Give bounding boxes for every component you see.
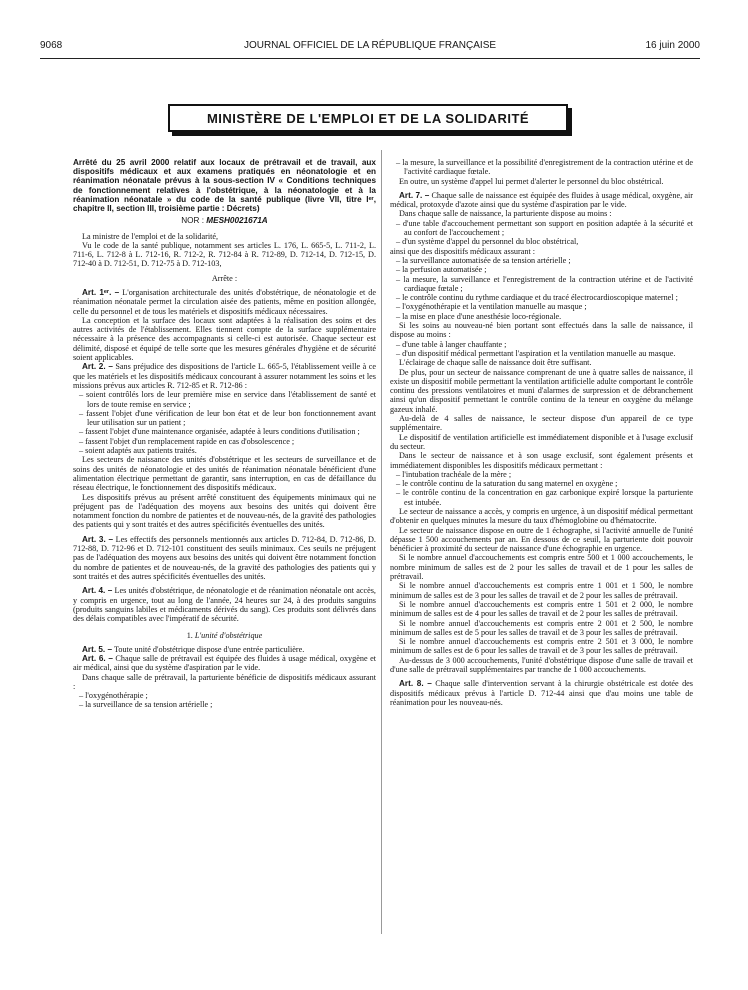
list-item: – fassent l'objet d'une vérification de leur bon état et de leur bon fonctionnement avant leur utilisation sur un patient ; [79, 408, 376, 428]
article-2 [73, 362, 376, 390]
article-8-label: Art. 8. – [399, 679, 432, 689]
left-column [73, 158, 376, 710]
article-1-label: Art. 1ᵉʳ. – [82, 288, 120, 297]
arrete-line: Arrête : [211, 273, 238, 283]
call-system-paragraph: En outre, un système d'appel lui permet d'alerter le personnel du bloc obstétrical. [399, 176, 664, 186]
article-7-label: Art. 7. – [399, 190, 430, 200]
list-item: – la mesure, la surveillance et la possibilité d'enregistrement de la contraction utérine et de l'activité cardiaque fœtale. [396, 158, 693, 177]
article-6-list [73, 691, 376, 710]
article-1 [73, 288, 376, 316]
article-1-text: L'organisation architecturale des unités d'obstétrique, de néonatologie et de réanimation néonatale permet la circulation aisée des patients, même en position allongée, celle du personnel et de tous les matériels et dispositifs médicaux nécessaires. [73, 288, 376, 316]
right-column [390, 158, 693, 707]
article-4-label: Art. 4. – [82, 586, 113, 596]
article-2-paragraph: Les secteurs de naissance des unités d'obstétrique et les secteurs de surveillance et de soins des unités de néonatologie et des unités de réanimation néonatale bénéficient d'une alimentation électrique permettant de garantir, sans interruption, en cas de défaillance du réseau électrique, le fonctionnement des dispositifs médicaux. [73, 455, 376, 493]
article-4 [73, 586, 376, 623]
article-2-label: Art. 2. – [82, 362, 113, 372]
list-item: – la mesure, la surveillance et l'enregistrement de la contraction utérine et de l'activité cardiaque fœtale ; [396, 274, 693, 293]
article-6-label: Art. 6. – [82, 653, 113, 663]
list-item: – l'oxygénothérapie ; [79, 691, 148, 701]
continued-list [390, 158, 693, 177]
list-item: – la perfusion automatisée ; [396, 265, 487, 275]
list-item: – fassent l'objet d'une maintenance organisée, adaptée à leurs conditions d'utilisation ; [79, 427, 360, 437]
section-heading [73, 631, 376, 640]
page-number: 9068 [40, 40, 63, 51]
section-title: L'unité d'obstétrique [194, 631, 263, 641]
list-item: – la surveillance de sa tension artérielle ; [79, 700, 213, 710]
article-6 [73, 654, 376, 673]
article-7-paragraph: Si le nombre annuel d'accouchements est compris entre 1 501 et 2 000, le nombre minimum de salles est de 4 pour les salles de travail et de 2 pour les salles de prétravail. [390, 599, 693, 619]
article-1-paragraph: La conception et la surface des locaux sont adaptées à la réalisation des soins et des autres activités de l'établissement. Elles tiennent compte de la surface supplémentaire nécessaire à la présence des accompagnants si celle-ci est autorisée. Chaque secteur est délimité, disposé et équipé de telle sorte que les mesures générales d'hygiène et de sécurité soient applicables. [73, 315, 376, 363]
article-7-paragraph: De plus, pour un secteur de naissance comprenant de une à quatre salles de naissance, il existe un dispositif mobile permettant la ventilation artificielle adulte comportant le contrôle continu des pressions ventilatoires et muni d'alarmes de surpression et de débranchement ainsi qu'un dispositif permettant le contrôle continu de la teneur en oxygène du mélange gazeux inhalé. [390, 367, 693, 414]
article-7-list-1 [390, 219, 693, 247]
journal-title: JOURNAL OFFICIEL DE LA RÉPUBLIQUE FRANÇAISE [243, 40, 497, 51]
ministry-heading [168, 104, 568, 132]
list-item: – le contrôle continu de la saturation du sang maternel en oxygène ; [396, 479, 618, 489]
article-7-text: Chaque salle de naissance est équipée des fluides à usage médical, oxygène, air médical, protoxyde d'azote ainsi que du système d'aspiration par le vide. [390, 190, 693, 210]
article-8 [390, 679, 693, 707]
article-7-list-3 [390, 340, 693, 359]
article-3 [73, 535, 376, 581]
article-7-paragraph: Si le nombre annuel d'accouchements est compris entre 1 001 et 1 500, le nombre minimum de salles est de 3 pour les salles de travail et de 2 pour les salles de prétravail. [390, 581, 693, 600]
list-item: – d'un dispositif médical permettant l'aspiration et la ventilation manuelle au masque. [396, 348, 676, 358]
article-7-paragraph: Dans chaque salle de naissance, la parturiente dispose au moins : [399, 209, 612, 219]
article-7-paragraph: Dans le secteur de naissance et à son usage exclusif, sont également présents et immédiatement disponibles les dispositifs médicaux permettant : [390, 451, 693, 470]
list-item: – l'intubation trachéale de la mère ; [396, 469, 512, 479]
list-item: – fassent l'objet d'un remplacement rapide en cas d'obsolescence ; [79, 436, 295, 446]
article-2-paragraph: Les dispositifs prévus au présent arrêté constituent des équipements minimaux qui ne préjugent pas de l'adéquation des moyens aux besoins des unités qui doivent être notamment fonction du nombre de patientes et de nouveau-nés, de la gravité des pathologies des patients qui y sont traités et des autres spécificités éventuelles des unités. [73, 492, 376, 530]
article-2-list [73, 390, 376, 455]
article-5 [73, 645, 376, 654]
header-rule [40, 58, 700, 59]
article-5-text: Toute unité d'obstétrique dispose d'une entrée particulière. [112, 644, 305, 654]
nor-code: MESH0021671A [206, 216, 268, 226]
article-3-text: Les effectifs des personnels mentionnés aux articles D. 712-84, D. 712-86, D. 712-88, D. 712-96 et D. 712-101 constituent des seuils minimaux. Ces seuils ne préjugent pas de l'adéquation des moyens aux besoins des unités qui doivent être notamment fonction du nombre de patientes et de nouveau-nés, de la gravité des pathologies des patients qui y sont traités et des autres spécificités éventuelles des unités. [73, 534, 376, 581]
column-divider [381, 150, 382, 934]
page-header [40, 40, 700, 54]
ministry-title: MINISTÈRE DE L'EMPLOI ET DE LA SOLIDARITÉ [206, 110, 530, 126]
article-7-paragraph: ainsi que des dispositifs médicaux assurant : [390, 246, 536, 256]
list-item: – d'une table à langer chauffante ; [396, 339, 507, 349]
list-item: – la mise en place d'une anesthésie loco-régionale. [396, 311, 562, 321]
list-item: – soient contrôlés lors de leur première mise en service dans l'établissement de santé et lors de toute remise en service ; [79, 390, 376, 409]
article-2-text: Sans préjudice des dispositions de l'article L. 665-5, l'établissement veille à ce que les matériels et les dispositifs médicaux concourant à assurer notamment les soins et les missions prévus aux articles R. 712-85 et R. 712-86 : [73, 362, 376, 390]
list-item: – l'oxygénothérapie et la ventilation manuelle au masque ; [396, 302, 587, 312]
article-7-paragraph: Le dispositif de ventilation artificielle est immédiatement disponible et à l'usage exclusif du secteur. [390, 432, 693, 451]
article-7-list-4 [390, 470, 693, 507]
visa-paragraph: Vu le code de la santé publique, notamment ses articles L. 176, L. 665-5, L. 711-2, L. 711-6, L. 712-8 à L. 712-16, R. 712-2, R. 712-84 à R. 712-89, D. 712-14, D. 712-15, D. 712-40 à D. 712-51, D. 712-75 à D. 712-103, [73, 240, 376, 269]
list-item: – d'une table d'accouchement permettant son support en position adaptée à la sécurité et au confort de l'accouchement ; [396, 218, 693, 238]
article-8-text: Chaque salle d'intervention servant à la chirurgie obstétricale est dotée des dispositifs médicaux prévus à l'article D. 712-44 ainsi que d'au moins une table de réanimation pour les nouveau-nés. [390, 679, 693, 707]
article-7-paragraph: Le secteur de naissance dispose en outre de 1 échographe, si l'activité annuelle de l'unité dépasse 1 500 accouchements par an. En dessous de ce seuil, la parturiente doit pouvoir bénéficier à proximité du secteur de naissance d'une échographie en urgence. [390, 525, 693, 554]
list-item: – soient adaptés aux patients traités. [79, 446, 197, 456]
decree-title: Arrêté du 25 avril 2000 relatif aux locaux de prétravail et de travail, aux dispositifs médicaux et aux examens pratiqués en néonatologie et en réanimation néonatale prévus à la sous-section IV « Conditions techniques de fonctionnement relatives à l'obstétrique, à la néonatologie et à la réanimation néonatale » du code de la santé publique (livre VII, titre Iᵉʳ, chapitre II, section III, troisième partie : Décrets) [73, 158, 376, 214]
section-number: 1. [186, 631, 193, 641]
article-4-text: Les unités d'obstétrique, de néonatologie et de réanimation néonatale ont accès, y compris en urgence, tout au long de l'année, 24 heures sur 24, à des produits sanguins (produits sanguins labiles et médicaments dérivés du sang). Ces produits sont délivrés dans des délais compatibles avec l'impératif de sécurité. [73, 586, 376, 624]
article-7-paragraph: Si le nombre annuel d'accouchements est compris entre 2 001 et 2 500, le nombre minimum de salles est de 5 pour les salles de travail et de 3 pour les salles de prétravail. [390, 618, 693, 637]
list-item: – d'un système d'appel du personnel du bloc obstétrical, [396, 237, 579, 247]
list-item: – la surveillance automatisée de sa tension artérielle ; [396, 255, 571, 265]
article-6-text: Chaque salle de prétravail est équipée des fluides à usage médical, oxygène et air médical, ainsi que du système d'aspiration par le vide. [73, 653, 376, 673]
article-7-paragraph: L'éclairage de chaque salle de naissance doit être suffisant. [399, 358, 592, 368]
minister-line: La ministre de l'emploi et de la solidarité, [82, 231, 219, 241]
article-7-list-2 [390, 256, 693, 321]
article-6-paragraph: Dans chaque salle de prétravail, la parturiente bénéficie de dispositifs médicaux assurant : [73, 672, 376, 691]
article-7-paragraph: Si le nombre annuel d'accouchements est compris entre 2 501 et 3 000, le nombre minimum de salles est de 6 pour les salles de travail et de 3 pour les salles de prétravail. [390, 637, 693, 656]
article-5-label: Art. 5. – [82, 644, 113, 654]
article-7 [390, 191, 693, 210]
list-item: – le contrôle continu de la concentration en gaz carbonique expiré lorsque la parturiente est intubée. [396, 488, 693, 507]
article-7-paragraph: Au-dessus de 3 000 accouchements, l'unité d'obstétrique dispose d'une salle de travail et d'une salle de prétravail supplémentaires par tranche de 1 000 accouchements. [390, 655, 693, 675]
article-7-paragraph: Au-delà de 4 salles de naissance, le secteur dispose d'un appareil de ce type supplémentaire. [390, 414, 693, 433]
nor-label: NOR : [181, 216, 204, 226]
article-3-label: Art. 3. – [82, 534, 114, 544]
nor-reference [73, 216, 376, 225]
article-7-paragraph: Si les soins au nouveau-né bien portant sont effectués dans la salle de naissance, il dispose au moins : [390, 321, 693, 340]
list-item: – le contrôle continu du rythme cardiaque et du tracé électrocardioscopique maternel ; [396, 293, 678, 303]
article-7-paragraph: Si le nombre annuel d'accouchements est compris entre 500 et 1 000 accouchements, le nombre minimum de salles est de 2 pour les salles de travail et de 1 pour les salles de prétravail. [390, 553, 693, 582]
publication-date: 16 juin 2000 [645, 40, 700, 51]
article-7-paragraph: Le secteur de naissance a accès, y compris en urgence, à un dispositif médical permettant d'obtenir en quelques minutes la mesure du taux d'hémoglobine ou d'hématocrite. [390, 506, 693, 526]
